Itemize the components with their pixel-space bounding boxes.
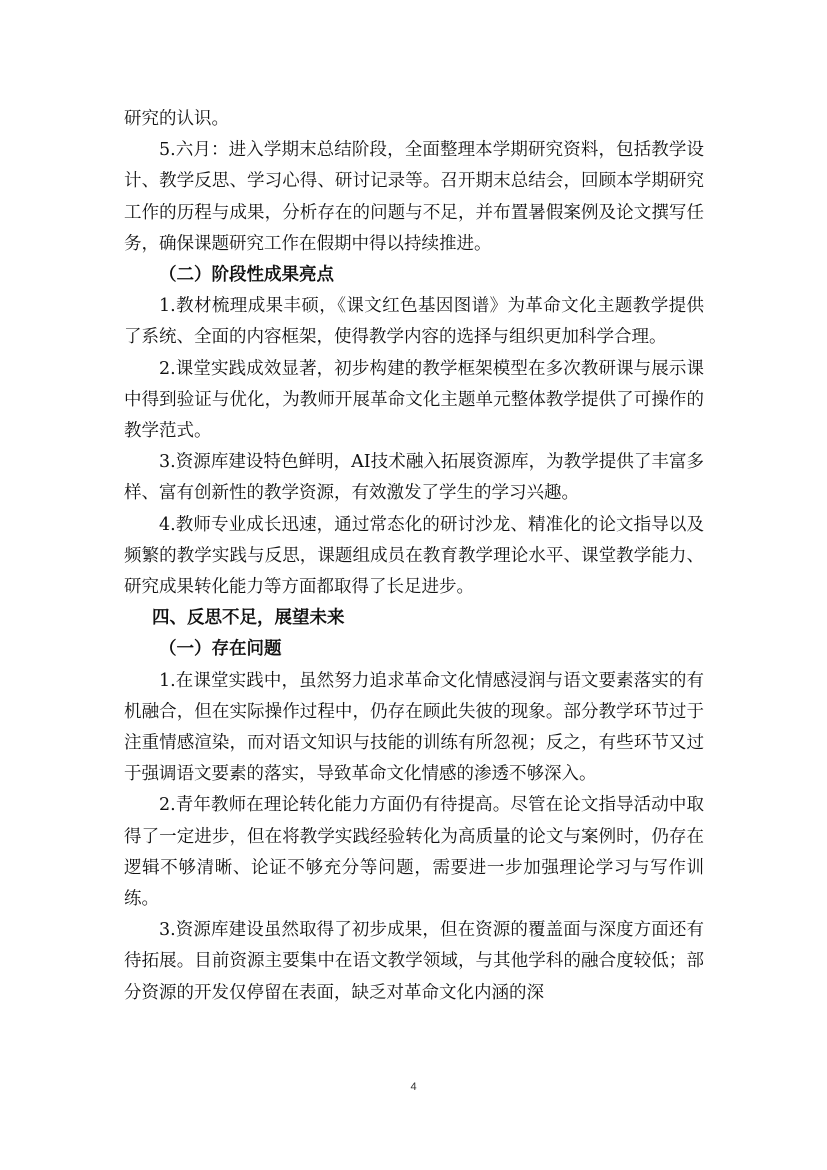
paragraph-highlight-2: 2.课堂实践成效显著，初步构建的教学框架模型在多次教研课与展示课中得到验证与优化，为教师开展革命文化主题单元整体教学提供了可操作的教学范式。	[124, 358, 704, 442]
paragraph-june-summary: 5.六月：进入学期末总结阶段，全面整理本学期研究资料，包括教学设计、教学反思、学习心得、研讨记录等。召开期末总结会，回顾本学期研究工作的历程与成果，分析存在的问题与不足，并布置暑假案例及论文撰写任务，确保课题研究工作在假期中得以持续推进。	[124, 140, 704, 254]
document-body	[124, 104, 704, 1009]
paragraph-highlight-4: 4.教师专业成长迅速，通过常态化的研讨沙龙、精准化的论文指导以及频繁的教学实践与反思，课题组成员在教育教学理论水平、课堂教学能力、研究成果转化能力等方面都取得了长足进步。	[124, 514, 704, 598]
paragraph-continuation: 研究的认识。	[124, 109, 229, 129]
paragraph-highlight-3: 3.资源库建设特色鲜明，AI技术融入拓展资源库，为教学提供了丰富多样、富有创新性的教学资源，有效激发了学生的学习兴趣。	[124, 452, 704, 504]
paragraph-problem-3: 3.资源库建设虽然取得了初步成果，但在资源的覆盖面与深度方面还有待拓展。目前资源主要集中在语文教学领域，与其他学科的融合度较低；部分资源的开发仅停留在表面，缺乏对革命文化内涵的深	[124, 920, 704, 1003]
page-number: 4	[410, 1081, 417, 1093]
section-heading-reflection: 四、反思不足，展望未来	[152, 608, 345, 629]
paragraph-highlight-1: 1.教材梳理成果丰硕，《课文红色基因图谱》为革命文化主题教学提供了系统、全面的内容框架，使得教学内容的选择与组织更加科学合理。	[124, 296, 704, 348]
paragraph-problem-1: 1.在课堂实践中，虽然努力追求革命文化情感浸润与语文要素落实的有机融合，但在实际操作过程中，仍存在顾此失彼的现象。部分教学环节过于注重情感渲染，而对语文知识与技能的训练有所忽视；反之，有些环节又过于强调语文要素的落实，导致革命文化情感的渗透不够深入。	[124, 670, 704, 785]
section-heading-problems: （一）存在问题	[159, 639, 282, 660]
paragraph-problem-2: 2.青年教师在理论转化能力方面仍有待提高。尽管在论文指导活动中取得了一定进步，但在将教学实践经验转化为高质量的论文与案例时，仍存在逻辑不够清晰、论证不够充分等问题，需要进一步加强理论学习与写作训练。	[124, 795, 704, 910]
section-heading-highlights: （二）阶段性成果亮点	[159, 265, 334, 286]
